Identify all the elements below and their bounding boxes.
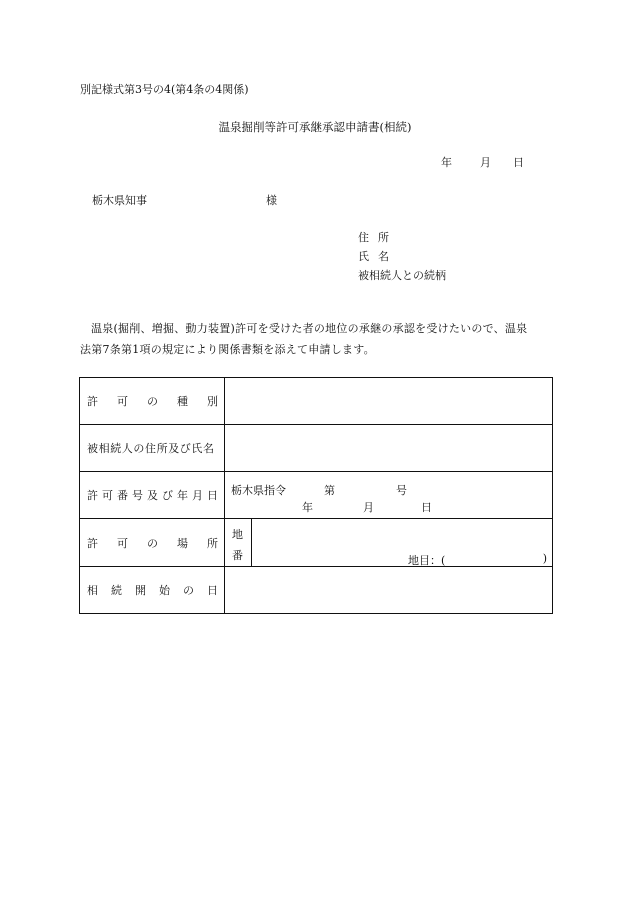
permit-month: 月 — [363, 501, 374, 514]
permit-number-date-label: 許 可 番 号 及 び 年 月 日 — [87, 489, 218, 502]
applicant-name-label: 氏名 — [358, 250, 398, 263]
deceased-label: 被相続人の住所及び氏名 — [87, 442, 215, 455]
land-category-close: ) — [542, 552, 547, 565]
permit-type-field[interactable] — [225, 378, 552, 424]
document-title: 温泉掘削等許可承継承認申請書(相続) — [218, 120, 412, 134]
permit-dai: 第 — [324, 484, 335, 497]
permit-number-date-field[interactable] — [225, 472, 552, 518]
application-form-table — [79, 377, 553, 614]
body-text-line-2: 法第7条第1項の規定により関係書類を添えて申請します。 — [80, 343, 375, 356]
lot-label-char-1: 地 — [232, 528, 243, 541]
inheritance-start-field[interactable] — [225, 567, 552, 613]
lot-number-label-cell — [225, 519, 252, 566]
permit-day: 日 — [421, 501, 432, 514]
location-field[interactable] — [225, 519, 552, 566]
date-month-label: 月 — [480, 156, 491, 169]
inheritance-start-label: 相 続 開 始 の 日 — [87, 584, 218, 597]
table-row-deceased — [80, 425, 552, 472]
date-day-label: 日 — [513, 156, 524, 169]
applicant-address-label: 住所 — [358, 231, 398, 244]
form-number: 別記様式第3号の4(第4条の4関係) — [80, 83, 249, 96]
table-row-permit-number — [80, 472, 552, 519]
table-row-location — [80, 519, 552, 567]
deceased-address-name-field[interactable] — [225, 425, 552, 471]
applicant-relationship-label: 被相続人との続柄 — [358, 269, 446, 282]
lot-label-char-2: 番 — [232, 549, 243, 562]
land-category-label: 地目：( — [408, 554, 446, 567]
date-year-label: 年 — [441, 156, 452, 169]
location-label: 許 可 の 場 所 — [87, 536, 218, 550]
addressee-honorific: 様 — [266, 194, 277, 207]
table-row-permit-type — [80, 378, 552, 425]
permit-prefix: 栃木県指令 — [231, 484, 286, 497]
permit-go: 号 — [396, 484, 407, 497]
table-row-inheritance-start — [80, 567, 552, 613]
body-text-line-1: 温泉(掘削、増掘、動力装置)許可を受けた者の地位の承継の承認を受けたいので、温泉 — [91, 322, 528, 335]
permit-type-label: 許 可 の 種 別 — [87, 395, 218, 408]
permit-year: 年 — [302, 501, 313, 514]
addressee-governor: 栃木県知事 — [92, 194, 147, 207]
